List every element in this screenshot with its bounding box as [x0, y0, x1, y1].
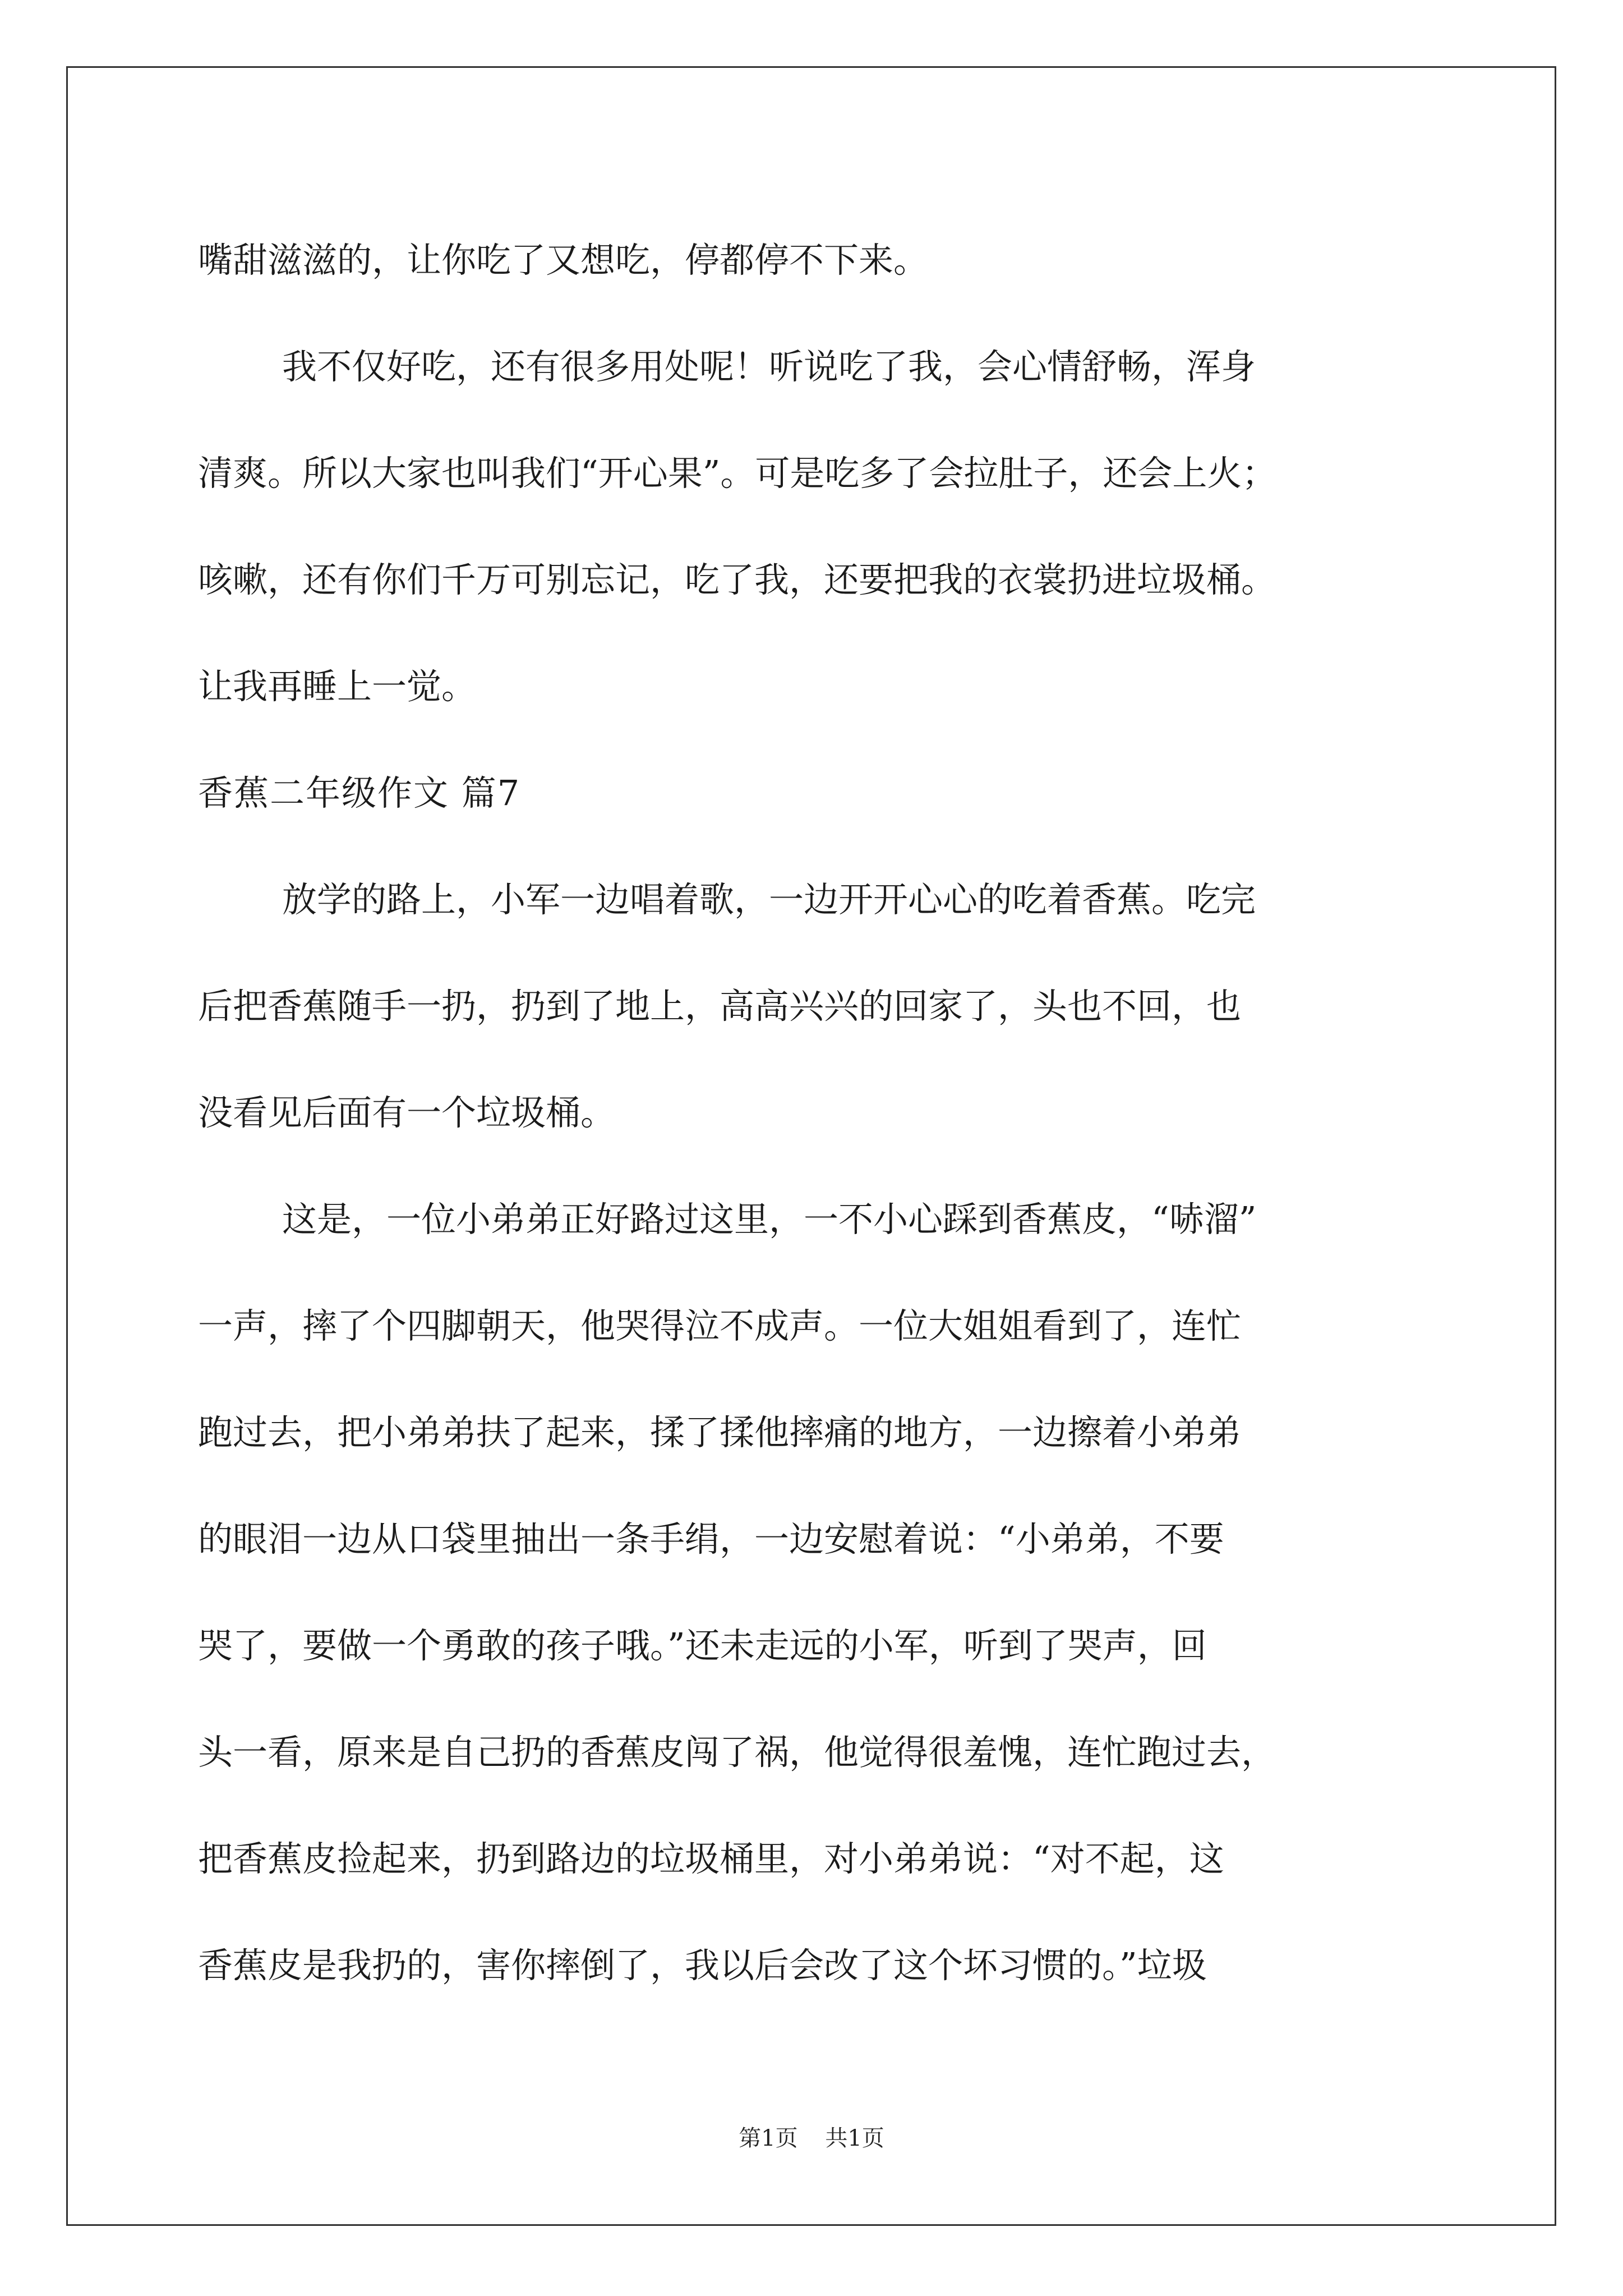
text-line: 我不仅好吃，还有很多用处呢！听说吃了我，会心情舒畅，浑身 [282, 346, 1256, 387]
text-line: 头一看，原来是自己扔的香蕉皮闯了祸，他觉得很羞愧，连忙跑过去， [198, 1732, 1276, 1773]
text-line: 没看见后面有一个垃圾桶。 [198, 1092, 616, 1133]
text-line: 香蕉二年级作文 篇7 [198, 772, 521, 813]
text-line: 后把香蕉随手一扔，扔到了地上，高高兴兴的回家了，头也不回，也 [198, 986, 1242, 1027]
document-body [198, 207, 1432, 2019]
page-footer [0, 2120, 1623, 2152]
text-line: 这是，一位小弟弟正好路过这里，一不小心踩到香蕉皮，“哧溜” [282, 1199, 1257, 1240]
text-line: 跑过去，把小弟弟扶了起来，揉了揉他摔痛的地方，一边擦着小弟弟 [198, 1412, 1242, 1453]
paragraph [198, 846, 1432, 1166]
section-heading [198, 740, 1432, 846]
paragraph [198, 207, 1432, 314]
text-line: 香蕉皮是我扔的，害你摔倒了，我以后会改了这个坏习惯的。”垃圾 [198, 1945, 1207, 1986]
text-line: 咳嗽，还有你们千万可别忘记，吃了我，还要把我的衣裳扔进垃圾桶。 [198, 559, 1276, 600]
text-line: 哭了，要做一个勇敢的孩子哦。”还未走远的小军，听到了哭声，回 [198, 1625, 1207, 1666]
page-total: 共1页 [825, 2125, 884, 2151]
text-line: 嘴甜滋滋的，让你吃了又想吃，停都停不下来。 [198, 240, 929, 280]
text-line: 清爽。所以大家也叫我们“开心果”。可是吃多了会拉肚子，还会上火； [198, 453, 1277, 494]
text-line: 一声，摔了个四脚朝天，他哭得泣不成声。一位大姐姐看到了，连忙 [198, 1305, 1242, 1346]
paragraph [198, 314, 1432, 740]
paragraph [198, 1166, 1432, 2019]
text-line: 让我再睡上一觉。 [198, 666, 477, 707]
page-number: 第1页 [739, 2125, 798, 2151]
text-line: 的眼泪一边从口袋里抽出一条手绢，一边安慰着说：“小弟弟，不要 [198, 1519, 1224, 1559]
text-line: 放学的路上，小军一边唱着歌，一边开开心心的吃着香蕉。吃完 [282, 879, 1256, 920]
text-line: 把香蕉皮捡起来，扔到路边的垃圾桶里，对小弟弟说：“对不起，这 [198, 1838, 1224, 1879]
